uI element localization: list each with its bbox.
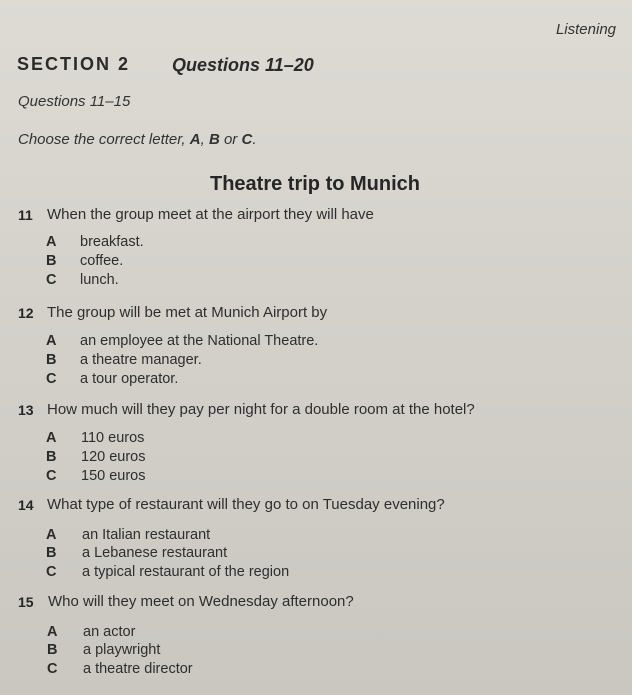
option-text[interactable]: an Italian restaurant: [82, 527, 211, 543]
option-text[interactable]: a typical restaurant of the region: [82, 564, 290, 580]
instruction-letter-a: A: [189, 131, 201, 148]
option-letter: A: [46, 333, 57, 349]
question-number: 13: [18, 402, 34, 418]
option-text[interactable]: 110 euros: [81, 430, 145, 446]
option-text[interactable]: breakfast.: [80, 234, 144, 250]
instruction-or: or: [219, 131, 242, 148]
option-text[interactable]: a theatre director: [83, 661, 193, 677]
option-letter: B: [46, 352, 57, 368]
instruction-end: .: [252, 131, 257, 148]
option-letter: B: [47, 642, 58, 658]
option-letter: B: [46, 449, 57, 465]
option-text[interactable]: a theatre manager.: [80, 352, 202, 368]
option-text[interactable]: lunch.: [80, 272, 119, 288]
option-letter: C: [46, 371, 57, 387]
question-text: The group will be met at Munich Airport by: [47, 304, 328, 321]
section-questions-range: Questions 11–20: [172, 55, 314, 75]
option-letter: C: [46, 272, 57, 288]
option-text[interactable]: a playwright: [83, 642, 161, 658]
option-letter: C: [46, 468, 57, 484]
instruction-letter-c: C: [241, 131, 253, 148]
option-letter: A: [46, 527, 57, 543]
option-text[interactable]: a tour operator.: [80, 371, 179, 387]
option-letter: A: [46, 234, 57, 250]
option-text[interactable]: an employee at the National Theatre.: [80, 333, 319, 349]
question-text: Who will they meet on Wednesday afternoon?: [48, 593, 354, 610]
option-letter: A: [46, 430, 57, 446]
question-text: What type of restaurant will they go to on Tuesday evening?: [47, 496, 445, 513]
question-text: When the group meet at the airport they will have: [47, 206, 374, 223]
listening-header: Listening: [555, 21, 616, 38]
question-number: 15: [18, 594, 34, 610]
option-letter: A: [47, 624, 58, 640]
passage-title: Theatre trip to Munich: [210, 173, 420, 195]
option-letter: B: [46, 253, 57, 269]
option-text[interactable]: a Lebanese restaurant: [82, 545, 228, 561]
option-letter: C: [47, 661, 58, 677]
question-number: 14: [18, 497, 34, 513]
option-text[interactable]: 120 euros: [81, 449, 146, 465]
option-letter: B: [46, 545, 57, 561]
option-text[interactable]: an actor: [83, 624, 136, 640]
option-letter: C: [46, 564, 57, 580]
instruction-letter-b: B: [208, 131, 220, 148]
option-text[interactable]: 150 euros: [81, 468, 146, 484]
question-text: How much will they pay per night for a double room at the hotel?: [47, 401, 475, 418]
question-number: 12: [18, 305, 34, 321]
instruction-comma: ,: [200, 131, 209, 148]
option-text[interactable]: coffee.: [80, 253, 124, 269]
instruction: [18, 131, 257, 148]
instruction-text: Choose the correct letter,: [18, 131, 190, 148]
subsection-heading: Questions 11–15: [18, 93, 131, 110]
question-number: 11: [18, 207, 33, 223]
section-label: SECTION 2: [17, 54, 131, 74]
